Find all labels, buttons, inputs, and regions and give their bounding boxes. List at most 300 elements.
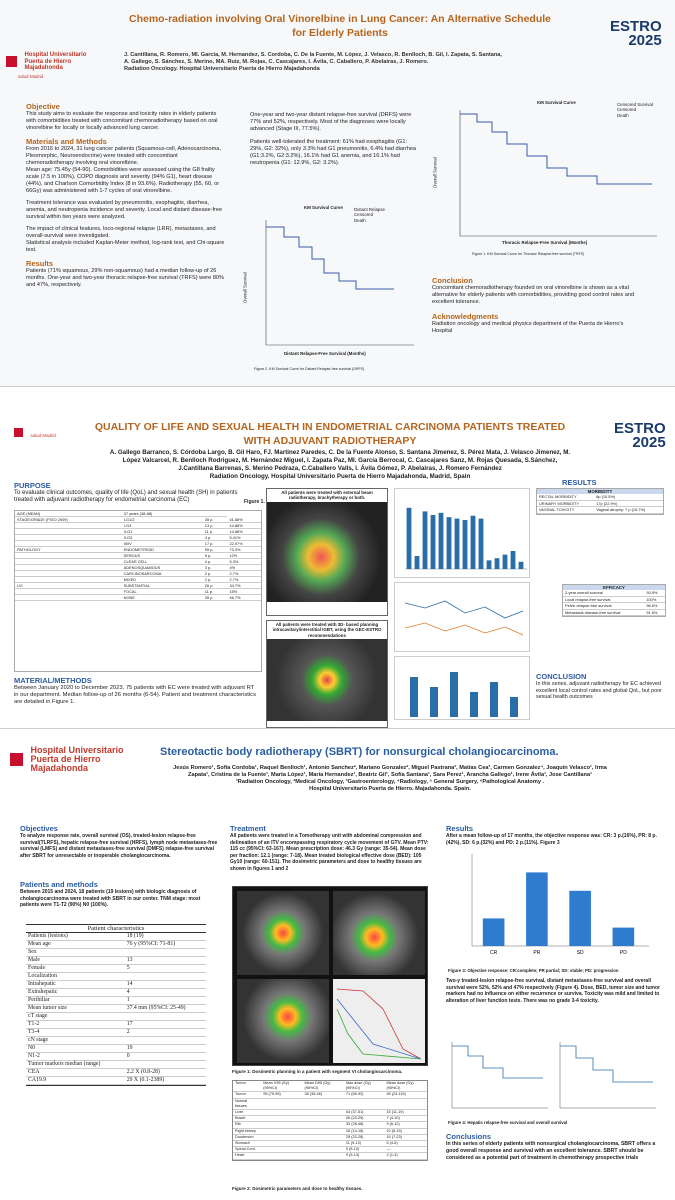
pc-row [26, 1053, 206, 1061]
pc-row-cell: 2 [125, 1029, 206, 1037]
char-row-cell: 11 p. [203, 529, 228, 535]
pc-row [26, 1021, 206, 1029]
km-chart-drfs [244, 205, 419, 385]
methods2-heading: MATERIAL/METHODS [14, 676, 92, 685]
pc-row [26, 973, 206, 981]
estro-text-2: ESTRO [614, 420, 666, 437]
hospital-logo-icon [6, 56, 17, 67]
km1-xlabel: Distant Relapse-Free Survival (Months) [284, 351, 366, 356]
affiliation: Radiation Oncology. Hospital Universitario Puerta de Hierro Majadahonda [124, 66, 320, 72]
morbidity-row-cell: 8p (10.5%) [594, 494, 663, 500]
dose-row-cell: 44 (37-51) [344, 1110, 385, 1116]
char-row-cell: 5.3% [227, 559, 261, 565]
morbidity-row [537, 507, 663, 513]
purpose-text: To evaluate clinical outcomes, quality of life (QoL) and sexual health (SH) in patients treated with adjuvant radiotherapy for endometrial carcinoma (EC) [14, 490, 238, 504]
hospital-name-3: Majadahonda [24, 65, 63, 71]
conclusion2-text: In this series, adjuvant radiotherapy for EC achieved excellent local control rates and global QoL, but poor sexual health outcomes [536, 681, 662, 701]
dose-row-cell: Normal tissues [233, 1098, 261, 1109]
objective-heading: Objective [26, 102, 60, 111]
treatment3-text: All patients were treated in a Tomotherapy unit with abdominal compression and delineation of an ITV encompassing respiratory cycle movement of GTV. Mean PTV: 115 cc (95%CI: 63-167). Mean prescription dose: 46.3 Gy (range: 35-54). Mean dose per fraction: 12.1 (range: 7-18). Mean treated biological effective dose (BED): 105 Gy10 (range: 60-151). The dosimetric parameters and dose to healthy tissues are shown in figures 1 and 2 [230, 833, 429, 872]
pc-row-cell: CEA [26, 1069, 125, 1077]
os-curve [560, 1046, 653, 1082]
response-tick-label: SD [576, 950, 584, 956]
pc-row-cell [125, 1061, 206, 1069]
dose-row-cell [261, 1098, 302, 1109]
pc-row-cell: T1-2 [26, 1021, 125, 1029]
dose-image-1 [267, 502, 387, 602]
pc-row [26, 1037, 206, 1045]
pc-row-cell: 14 [125, 981, 206, 989]
dose-row-cell: 38 (35-46) [303, 1092, 344, 1098]
char-row-cell: CARCINOSARCOMA [122, 571, 203, 577]
char-row-cell: PATHOLOGY [15, 547, 122, 553]
hrfs-curve [452, 1046, 543, 1078]
dose-row-cell: 49 (23-119) [384, 1092, 427, 1098]
methods-p3: Treatment tolerance was evaluated by pneumonitis, esophagitis, diarrhea, anemia, and neutropenia incidence and severity. Local and distant disease-free survival within two years were analyzed. [26, 200, 223, 220]
km1-legend-2: Censored [354, 212, 374, 218]
qlq-bar [447, 517, 452, 569]
char-row-cell: 41.88% [227, 517, 261, 523]
results2-heading: RESULTS [562, 478, 597, 487]
results3-heading: Results [446, 824, 474, 833]
methods-2 [14, 676, 260, 706]
hospital3-name-2: Puerta de Hierro [30, 754, 101, 764]
objectives3-heading: Objectives [20, 824, 58, 833]
hospital-logo-icon-2 [14, 428, 23, 437]
results-heading: Results [26, 259, 54, 268]
dose-row-cell [344, 1098, 385, 1109]
char-row-cell: 34.7% [227, 583, 261, 589]
char-row-cell: 73.3% [227, 547, 261, 553]
dose-row-cell [303, 1153, 344, 1159]
dose-row [233, 1081, 427, 1092]
char-row-cell: II-G3 [122, 535, 203, 541]
drfs-text: One-year and two-year distant relapse-free survival (DRFS) were 77% and 52%, respectively. Most of the diagnoses were locally advanced (Stage III, 77.5%). [250, 112, 412, 132]
methods-p2: Mean age: 75.45y (54-90). Comorbidities were assessed using the G8 frailty scale (7.5 in 100%), COPD diagnosis and severity (94% G1), heart disease (44%), and Charlson Comorbidity Index (8 in 93.6%). Radiotherapy (55, 60, or 66Gy) was administered with 1-7 cycles of oral vinorelbine. [26, 167, 220, 194]
dose-row-cell: 9 (8-10) [344, 1147, 385, 1153]
pc-row-cell [125, 1037, 206, 1045]
treatment3-heading: Treatment [230, 824, 266, 833]
char-row-cell: 15% [227, 589, 261, 595]
conclusions3-heading: Conclusions [446, 1132, 492, 1141]
pc-row-cell: 18 (19) [125, 933, 206, 941]
pc-row-cell: Mean tumor size [26, 1005, 125, 1013]
pc-row-cell: Intrahepatic [26, 981, 125, 989]
pc-row-cell: 0 [125, 1053, 206, 1061]
authors2-line-2: López Valcarcel, R. Benlloch Rodriguez, M. Hernández Miguel, I. Zapata Paz, MI. García Berrocal, C. Cascajares Sanz, M. Rojas Quesada, S.Sánchez, [122, 457, 558, 464]
pc-row-cell: cT stage [26, 1013, 125, 1021]
dose-row-cell: 9 (5-13) [344, 1153, 385, 1159]
authors [124, 52, 614, 73]
char-row-cell [15, 595, 122, 601]
response-bar [613, 928, 635, 946]
title2-line-1: QUALITY OF LIFE AND SEXUAL HEALTH IN ENDOMETRIAL CARCINOMA PATIENTS TREATED [94, 421, 566, 433]
qlq-bar [495, 558, 500, 569]
conclusions3-text: In this series of elderly patients with nonsurgical cholangiocarcinoma, SBRT offers a good overall response and survival with an excellent tolerance. SBRT should be considered as a potential part of treatment in chemotherapy prospective trials [446, 1141, 656, 1161]
methods-p1: From 2016 to 2024, 31 lung cancer patients (Squamous-cell, Adenocarcinoma, Pleomorphic, Neuroendocrine) were treated with concomitant chemoradiotherapy involving oral vinorelbine. [26, 146, 221, 166]
dvh-curve-1 [337, 989, 421, 1059]
survival-plot [448, 1038, 660, 1118]
dose-row-cell: Mean D95 (Gy) (95%CI) [303, 1081, 344, 1092]
km2-legend-2: Censored [617, 107, 637, 113]
pc-row-cell: 5 [125, 965, 206, 973]
morbidity-row-cell: RECTAL MORBIDITY [537, 494, 594, 500]
pc-row-cell: 2.2 X (0.8-28) [125, 1069, 206, 1077]
conclusion-text: Concomitant chemoradiotherapy founded on oral vinorelbine is shown as a vital alternative for elderly patients with comorbidities, providing good control rates and excellent tolerance. [432, 285, 635, 305]
char-row-cell: 9 p. [203, 553, 228, 559]
char-row-cell: 2.7% [227, 571, 261, 577]
char-row-cell: 13 p. [203, 523, 228, 529]
char-row-cell: 14.88% [227, 529, 261, 535]
pc-row [26, 1013, 206, 1021]
dose-row-cell: Mean dose (Gy) (95%CI) [384, 1081, 427, 1092]
dose-row-cell: 71 (65-92) [344, 1092, 385, 1098]
pc-row [26, 1029, 206, 1037]
morbidity-row-cell: 17p (22.9%) [594, 500, 663, 506]
char-row-cell: 22.97% [227, 541, 261, 547]
morbidity-table [536, 488, 664, 515]
char-row-cell: FOCAL [122, 589, 203, 595]
char-row-cell: 4 p. [203, 559, 228, 565]
authors-3 [150, 765, 630, 793]
poster-title [110, 12, 570, 40]
middle-column [250, 112, 420, 167]
response-tick-label: CR [490, 950, 498, 956]
pc-row-cell: Extrahepatic [26, 989, 125, 997]
bar-chart-qlq [394, 488, 530, 578]
km2-legend-1: Censored Survival [617, 102, 653, 107]
pc-row-cell [125, 949, 206, 957]
char-row-cell: 17 p. [203, 541, 228, 547]
dose-table [232, 1080, 428, 1161]
pc-row [26, 957, 206, 965]
conclusions-3 [446, 1132, 666, 1161]
authors3-line-1: Jesús Romero¹, Sofía Cordoba¹, Raquel Benlloch¹, Antonio Sanchez², Mariano Gonzalez², Miguel Pastrana³, Matías Cea³, Carmen Gonzalez⁴, Joaquín Velasco¹, Irma [173, 765, 607, 771]
dose-row-cell: 5 (4-6) [384, 1141, 427, 1147]
pc-row-cell [125, 1013, 206, 1021]
img1-heading: All patients were treated with external beam radiotherapy, brachytherapy or both. [281, 490, 373, 501]
efficacy-table [562, 584, 666, 617]
char-row [15, 595, 261, 601]
affiliation3-line-1: ¹Radiation Oncology, ²Medical Oncology, ³Gastroenterology, ⁴Radiology, ⁵ General Surgery, ⁶Pathological Anatomy . [235, 779, 545, 785]
authors-2 [60, 449, 620, 481]
treatment-3 [230, 824, 430, 872]
dose-row-cell: Max dose (Gy) (95%CI) [344, 1081, 385, 1092]
title-line-1: Chemo-radiation involving Oral Vinorelbine in Lung Cancer: An Alternative Schedule [128, 13, 551, 25]
dose-row-cell: 95 (75-95) [261, 1092, 302, 1098]
response-bar [569, 891, 591, 946]
pc-row-cell: CA19.9 [26, 1077, 125, 1085]
estro-year-2: 2025 [632, 434, 666, 451]
qlq-bar [463, 520, 468, 569]
results-3 [446, 824, 666, 846]
dose-row-cell: 7 (4-10) [384, 1116, 427, 1122]
pc-row [26, 989, 206, 997]
patient-characteristics-table [26, 924, 206, 1086]
bar3-bar [450, 672, 458, 717]
km2-ylabel: Overall Survival [432, 157, 438, 189]
efficacy-row-cell: Pelvic relapse-free survival [563, 603, 644, 609]
poster-title-2 [90, 420, 570, 448]
bar3-bar [410, 677, 418, 717]
pc-row-cell: 19 [125, 1045, 206, 1053]
char-row-cell: I-G1/2 [122, 517, 203, 523]
dose-row-cell: Rib [233, 1122, 261, 1128]
pc-row-cell: Sex [26, 949, 125, 957]
pc-row [26, 1061, 206, 1069]
line-chart-2 [394, 582, 530, 652]
dose-row-cell: — [384, 1147, 427, 1153]
dvh-svg [333, 979, 425, 1063]
pc-row-cell: Female [26, 965, 125, 973]
authors2-line-3: J.Cantillana Barrenas, S. Merino Pedraza, C.Caballero Valls, I. Ávila Gómez, P. Abelairas, J. Romero Fernández [178, 465, 502, 472]
hospital-logo-2 [14, 424, 56, 442]
dose-row-cell: 25 (22-28) [344, 1134, 385, 1140]
pc-row-cell: 13 [125, 957, 206, 965]
pc-row-cell: 17 [125, 1021, 206, 1029]
char-row-cell: 37 years (38-88) [122, 511, 203, 517]
dose-row-cell: 2 (1-3) [384, 1153, 427, 1159]
hospital3-name-1: Hospital Universitario [30, 745, 124, 755]
response-plot [450, 846, 655, 966]
char-row-cell: STAGE/GRADE (FIGO 2009) [15, 517, 122, 523]
char-row-cell: 2 p. [203, 571, 228, 577]
methods-p5: Statistical analysis included Kaplan-Meier method, log-rank test, and Chi-square test. [26, 240, 225, 253]
morbidity-row-cell: URINARY MORBIDITY [537, 500, 594, 506]
char-row-cell: II-G1 [122, 529, 203, 535]
char-row-cell: 4% [227, 565, 261, 571]
conclusion-2 [536, 672, 670, 701]
pc-row [26, 949, 206, 957]
fig4-caption: Figure 4: Hepatic relapse-free survival and overall survival [448, 1120, 568, 1125]
char-row-cell: CLEAR CELL [122, 559, 203, 565]
bar3-plot [395, 657, 531, 721]
objective-text: This study aims to evaluate the response and toxicity rates in elderly patients with comorbidities treated with concomitant chemoradiotherapy based on oral vinorelbine for locally or locally advanced lung cancer. [26, 111, 218, 131]
efficacy-row-cell: 93.9% [644, 590, 665, 596]
km2-xlabel: Thoracic Relapse-Free Survival (Months) [502, 240, 588, 245]
pm3-text: Between 2015 and 2024, 18 patients (19 lesions) with biologic diagnosis of cholangiocarcinoma were treated with SBRT in our center. TNM stage: most patients were T1-T2 (90%) N0 (100%). [20, 889, 201, 908]
km1-legend-3: Death [354, 217, 366, 223]
pc-row-cell: 29 X (0.1-2389) [125, 1077, 206, 1085]
response-bar-chart [450, 846, 655, 966]
efficacy-row-cell: 100% [644, 596, 665, 602]
dose-row [233, 1098, 427, 1109]
char-row-cell: 11 p. [203, 589, 228, 595]
methods2-p1: Between January 2020 to December 2023, 75 patients with EC were treated with adjuvant RT in our department. Median follow-up of 26 months (6-54). Patient and treatment characteristics are detailed in Figure 1. [14, 685, 256, 705]
pc-row-cell: Patients (lesions) [26, 933, 125, 941]
efficacy-row-cell: 91.5% [644, 609, 665, 615]
km2-curve [460, 114, 652, 184]
response-tick-label: PR [533, 950, 541, 956]
efficacy-row-cell: 96.6% [644, 603, 665, 609]
treatment-image-1 [266, 488, 388, 616]
qlq-bar [487, 560, 492, 569]
km-chart-trfs [432, 100, 662, 270]
dose-row-cell: Stomach [233, 1141, 261, 1147]
dose-row-cell [303, 1098, 344, 1109]
pc-row [26, 965, 206, 973]
char-row-cell: ADENOSQUAMOUS [122, 565, 203, 571]
dosimetry-image [232, 886, 428, 1066]
dose-row-cell: Bowel [233, 1116, 261, 1122]
qlq-bar [431, 515, 436, 569]
ack-heading: Acknowledgments [432, 312, 499, 321]
dose-row-cell: Tumor [233, 1092, 261, 1098]
line2-series-b [405, 623, 523, 635]
qlq-bar [519, 562, 524, 569]
km1-curve [266, 227, 394, 289]
km2-caption: Figure 1. KM Survival Curve for Thoracic Relapse-free survival (TRFS) [472, 252, 585, 256]
dose-row-cell: Liver [233, 1110, 261, 1116]
char-row-cell: ENDOMETRIOID [122, 547, 203, 553]
bar3-bar [430, 687, 438, 717]
char-row-cell: LVI [15, 583, 122, 589]
km2-legend-3: Death [617, 112, 629, 118]
char-row-cell: 55 p. [203, 547, 228, 553]
char-row-cell: 35 p. [203, 595, 228, 601]
km1-ylabel: Overall Survival [242, 272, 248, 304]
ct-view-2 [333, 891, 425, 975]
pc-row-cell: 37.4 mm (95%CI: 25-49) [125, 1005, 206, 1013]
hospital-logo-3 [10, 746, 123, 773]
qlq-bar [503, 555, 508, 569]
hospital-name-2: Puerta de Hierro [24, 58, 72, 65]
response-tick-label: PD [619, 950, 627, 956]
pc-row-cell: Perihiliar [26, 997, 125, 1005]
authors3-line-2: Zapata¹, Cristina de la Fuente¹, Marta López¹, María Hernandez¹, Beatriz Gil¹, Sofía Santana¹, Sara Perez¹, Arancha Gallego¹, Irene Ávila¹, Jose Cantillana¹ [188, 772, 592, 778]
qlq-bar [455, 519, 460, 569]
survival-curves [448, 1038, 660, 1118]
title-line-2: for Elderly Patients [292, 27, 388, 39]
char-row-cell: AGE (MEAN) [15, 511, 122, 517]
hospital-logo-text-2: salud·Madrid [30, 433, 56, 438]
pc-row-cell: 76 y (95%CI: 71-81) [125, 941, 206, 949]
dose-row-cell: Heart [233, 1153, 261, 1159]
qlq-bar [407, 508, 412, 569]
char-row-cell: 5.41% [227, 535, 261, 541]
pc-row-cell: 4 [125, 989, 206, 997]
poster-lung [0, 0, 675, 387]
ct-view-3 [237, 979, 329, 1063]
authors-line-1: J. Cantillana, R. Romero, MI. García, M. Hernandez, S. Cordoba, C. De la Fuente, M. López, J. Velasco, R. Benlloch, B. Gil, I. Zapata, S. Santana, [124, 52, 502, 58]
response-bar [526, 872, 548, 946]
bar3-bar [510, 697, 518, 717]
efficacy-row-cell: Metastasis disease-free survival [563, 609, 644, 615]
hospital-name-1: Hospital Universitario [24, 52, 87, 58]
affiliation3-line-2: Hospital Universitario Puerta de Hierro. Majadahonda. Spain. [309, 786, 471, 792]
dose-row-cell: Tumor [233, 1081, 261, 1092]
poster-endometrial [0, 402, 675, 729]
morbidity-row-cell: VAGINAL TOXICITY [537, 507, 594, 513]
char-row-cell: SEROUS [122, 553, 203, 559]
poster-cholangio [0, 738, 675, 1200]
conclusion2-heading: CONCLUSION [536, 672, 587, 681]
km1-caption: Figure 2. KM Survival Curve for Distant Relapse-free survival (DRFS) [254, 367, 365, 371]
qlq-bar [415, 556, 420, 569]
pc-row-cell: Mean age [26, 941, 125, 949]
dose-row-cell: 16 (14-18) [344, 1128, 385, 1134]
char-row-cell: 3 p. [203, 565, 228, 571]
pc-row-cell: N1-2 [26, 1053, 125, 1061]
line2-series-a [405, 601, 523, 618]
pc-row [26, 933, 206, 941]
pc-row-cell: N0 [26, 1045, 125, 1053]
pc-row [26, 1045, 206, 1053]
objectives3-text: To analyze response rate, overall survival (OS), treated-lesion relapse-free survival(TLRFS), hepatic relapse-free survival (HRFS), lymph node metastases-free survival (LMFS) and distant metastases-free survival (DMFS) relapse-free survival after SBRT for unresectable or inoperable cholangiocarcinoma. [20, 833, 218, 859]
morbidity-heading: MORBIDITY [537, 489, 663, 494]
char-row-cell: 2 p. [203, 577, 228, 583]
img2-heading: All patients were treated with 3D- based planning intracavitary/interstitial IGBT, using the GEC-ESTRO recommendations [272, 622, 382, 638]
qlq-bar [511, 551, 516, 569]
purpose-block [14, 481, 239, 505]
dvh-curve-2 [337, 999, 421, 1059]
authors-line-2: A. Gallego, S. Sánchez, S. Merino, MA. Ruiz, M. Rojas, C. Cascajares, I. Ávila, C. Caballero, P. Abelairas, J. Romero. [124, 59, 429, 65]
qlq-bar [471, 516, 476, 569]
pc-row [26, 1069, 206, 1077]
purpose-heading: PURPOSE [14, 481, 51, 490]
left-column [26, 102, 226, 289]
ct-view-1 [237, 891, 329, 975]
qlq-bar [439, 513, 444, 569]
fig1-caption-3: Figure 1: Dosimetric planning in a patient with segment VI cholangiocarcinoma. [232, 1069, 403, 1074]
pc-row [26, 981, 206, 989]
pc-row-cell: cN stage [26, 1037, 125, 1045]
pm3-heading: Patients and methods [20, 880, 98, 889]
dvh-plot [333, 979, 425, 1063]
title2-line-2: WITH ADJUVANT RADIOTHERAPY [243, 435, 417, 447]
dose-row-cell: 15 (11-19) [384, 1110, 427, 1116]
dose-row-cell: 9 (6-12) [384, 1122, 427, 1128]
toxicity-text: Patients well-tolerated the treatment: 61% had esophagitis (G1: 29%, G2: 32%), only 3.3% had G1 pneumonitis, 6.4% had diarrhea (G1:3.2%, G2:3.2%), 16.1% had G1 anemia, and 16.1% had neutropenia (G1: 12.9%, G2: 3.2%). [250, 139, 417, 166]
authors2-line-1: A. Gallego Barranco, S. Córdoba Largo, B. Gil Haro, FJ. Martinez Paredes, C. De la Fuente Alonso, S. Santana Jimenez, S. Pérez Mata, J. Velasco Jimenez, M. [109, 449, 571, 456]
morbidity-row-cell: Vaginal atrophy: 7 p (15.7%) [594, 507, 663, 513]
pc-row [26, 1005, 206, 1013]
hospital-logo-icon-3 [10, 753, 23, 766]
char-row-cell: III/IV [122, 541, 203, 547]
conclusion-heading: Conclusion [432, 276, 473, 285]
dose-row-cell: 26 (23-29) [344, 1116, 385, 1122]
dose-row-cell [384, 1098, 427, 1109]
char-row-cell: 26 p. [203, 583, 228, 589]
conclusion-box [432, 276, 642, 335]
char-row-cell: 12% [227, 553, 261, 559]
char-row-cell: 2.7% [227, 577, 261, 583]
km1-title: KM Survival Curve [304, 205, 343, 210]
affiliation-2: Radiation Oncology. Hospital Universitario Puerta de Hierro Majadahonda, Madrid, Spain [209, 473, 471, 480]
char-row-cell: SUBSTANTIAL [122, 583, 203, 589]
methods-p4: The impact of clinical features, loco-regional relapse (LRR), metastases, and overall-survival were investigated. [26, 226, 216, 239]
fig2-caption-3: Figure 2: Dosimetric parameters and dose to healthy tissues. [232, 1186, 363, 1191]
km1-legend-1: Distant Relapse [354, 207, 385, 212]
estro-logo [610, 20, 662, 48]
bar-chart-3 [394, 656, 530, 720]
dose-image-2 [267, 639, 387, 721]
bar3-bar [470, 692, 478, 717]
qlq-bar [479, 519, 484, 569]
dose-row-cell: Mean V95 (Gy) (95%CI) [261, 1081, 302, 1092]
results3-text-2: Two-y treated-lesion relapse-free survival, distant metastases-free survival and overall survival were 52%, 52% and 47% respectively (Figure 4). Dose, BED, tumor size and tumor markers had no influence on either recurrence or surviva. Toxicity was mild and limited to alteration of liver function tests. There was no grade 3-4 toxicity. [446, 978, 660, 1004]
char-row-cell: 14.86% [227, 523, 261, 529]
estro-logo-2 [614, 422, 666, 450]
hospital3-name-3: Majadahonda [30, 763, 88, 773]
qlq-plot [395, 489, 531, 579]
pc-row-cell: Tumor markers median (range) [26, 1061, 125, 1069]
dose-row-cell: 15 (7-23) [384, 1134, 427, 1140]
patients-methods-3 [20, 880, 220, 909]
poster-title-3: Stereotactic body radiotherapy (SBRT) for nonsurgical cholangiocarcinoma. [160, 746, 559, 758]
hospital-logo [6, 52, 116, 72]
estro-text: ESTRO [610, 18, 662, 35]
